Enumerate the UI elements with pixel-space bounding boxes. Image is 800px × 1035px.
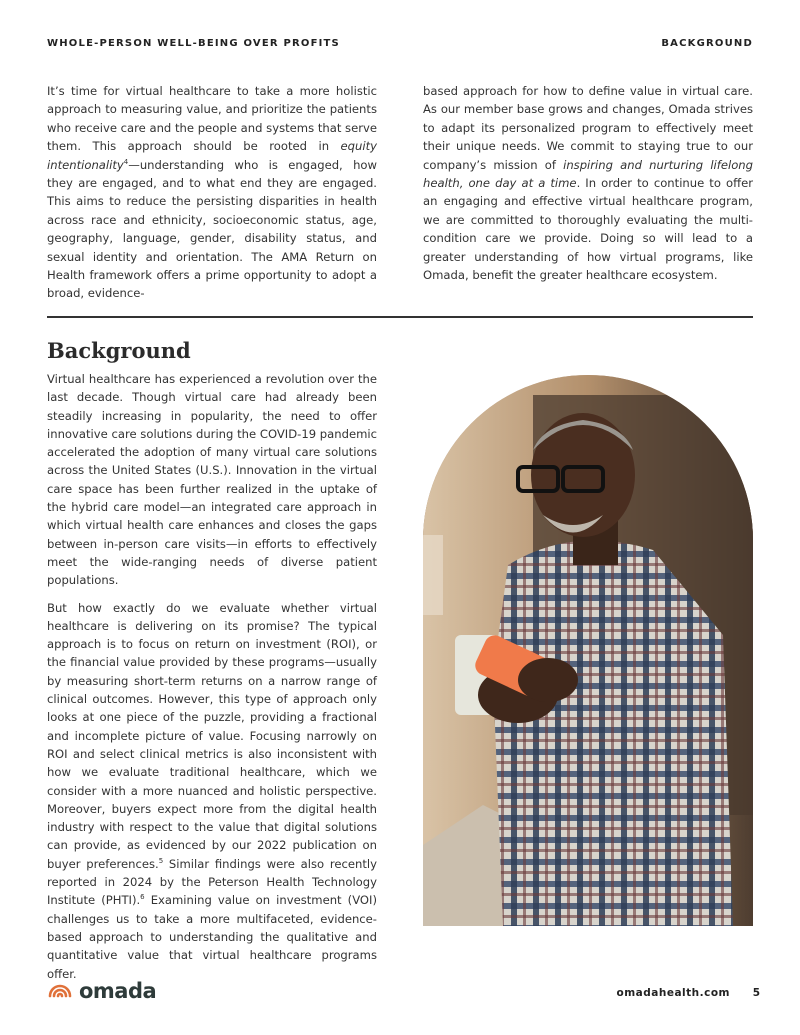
running-header-left: WHOLE-PERSON WELL-BEING OVER PROFITS bbox=[47, 38, 340, 49]
background-p2-text-b: Similar findings were also recently reported in 2024 by the Peterson Health Technology Institute (PHTI). bbox=[47, 856, 377, 908]
intro-right-text-2: . In order to continue to offer an engaging and effective virtual healthcare program, we are committed to thoroughly evaluating the multi-condition care we provide. Doing so will lead to a greater understanding of how virtual programs, like Omada, benefit the greater healthcare ecosystem. bbox=[423, 176, 753, 283]
background-p2-text-a: But how exactly do we evaluate whether virtual healthcare is delivering on its promise? The typical approach is to focus on return on investment (ROI), or the financial value provided by these programs—usually by measuring short-term returns on a narrow range of clinical outcomes. However, this type of approach only looks at one piece of the puzzle, providing a fractional and incomplete picture of value. Focusing narrowly on ROI and select clinical metrics is also inconsistent with how we evaluate traditional healthcare, which we consider with a more nuanced and holistic perspective. Moreover, buyers expect more from the digital health industry with respect to the value that digital solutions can provide, as evidenced by our 2022 publication on buyer preferences. bbox=[47, 600, 377, 871]
intro-column-right bbox=[423, 82, 753, 284]
intro-right-emphasis: inspiring and nurturing lifelong health, one day at a time bbox=[423, 157, 754, 191]
background-p2-text-c: Examining value on investment (VOI) challenges us to take a more multifaceted, evidence-based approach to understanding the qualitative and quantitative value that virtual healthcare programs offer. bbox=[47, 893, 377, 981]
section-divider bbox=[47, 316, 753, 318]
intro-column-left bbox=[47, 82, 377, 303]
footer-url-link[interactable]: omadahealth.com bbox=[616, 987, 730, 999]
intro-right-text-1: based approach for how to define value in virtual care. As our member base grows and changes, Omada strives to adapt its personalized program to effectively meet their unique needs. We commit to staying true to our company’s mission of bbox=[423, 84, 753, 172]
intro-left-emphasis: equity intentionality bbox=[47, 139, 377, 172]
footnote-ref-5[interactable]: 5 bbox=[158, 856, 164, 865]
photo-hand-right bbox=[518, 658, 578, 702]
running-header-right: BACKGROUND bbox=[661, 38, 753, 49]
intro-left-text-2: —understanding who is engaged, how they are engaged, and to what end they are engaged. This aims to reduce the persisting disparities in health across race and ethnicity, socioeconomic status, age, geography, language, gender, disability status, and sexual identity and orientation. The AMA Return on Health framework offers a prime opportunity to adopt a broad, evidence- bbox=[47, 157, 377, 301]
omada-logo-text: omada bbox=[79, 979, 157, 1003]
background-paragraph-2 bbox=[47, 599, 377, 983]
intro-left-text-1: It’s time for virtual healthcare to take a more holistic approach to measuring value, and prioritize the patients who receive care and the people and systems that serve them. This approach should be rooted in bbox=[47, 84, 377, 154]
footnote-ref-4[interactable]: 4 bbox=[123, 157, 129, 166]
omada-logo-mark-icon bbox=[47, 978, 73, 1004]
omada-logo[interactable] bbox=[47, 978, 156, 1004]
photo-wall-note bbox=[423, 535, 443, 615]
photo-illustration bbox=[423, 375, 753, 926]
background-body bbox=[47, 370, 377, 992]
member-photo bbox=[423, 375, 753, 926]
page-number: 5 bbox=[752, 987, 760, 999]
background-paragraph-1: Virtual healthcare has experienced a revolution over the last decade. Though virtual care had already been steadily increasing in popularity, the need to offer innovative care solutions during the COVID-19 pandemic accelerated the adoption of many virtual care solutions across the United States (U.S.). Innovation in the virtual care space has been further realized in the uptake of the hybrid care model—an integrated care approach in which virtual health care enhances and closes the gaps between in-person care visits—in efforts to effectively meet the wide-ranging needs of diverse patient populations. bbox=[47, 372, 377, 588]
footnote-ref-6[interactable]: 6 bbox=[140, 893, 145, 902]
section-title: Background bbox=[47, 338, 191, 363]
